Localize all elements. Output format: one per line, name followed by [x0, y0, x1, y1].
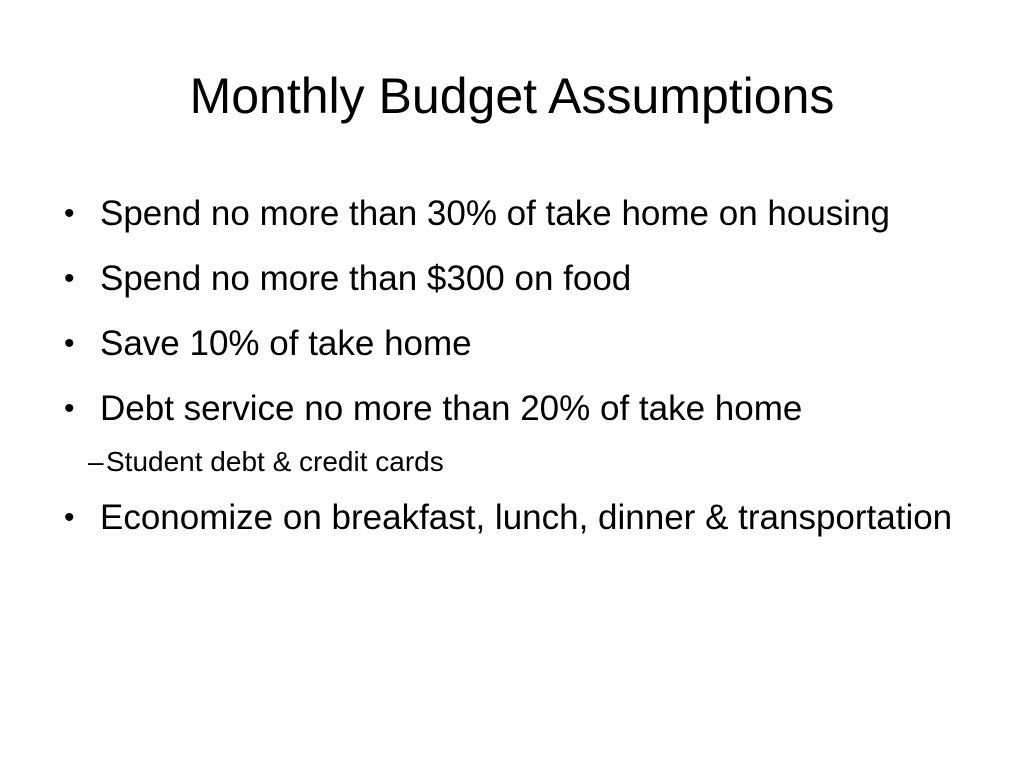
- bullet-marker: •: [64, 501, 75, 534]
- bullet-item: [60, 383, 980, 435]
- bullet-marker: •: [64, 327, 75, 360]
- sub-bullet-list: [60, 442, 980, 482]
- bullet-item: [60, 318, 980, 370]
- bullet-item: [60, 253, 980, 305]
- bullet-list: [60, 188, 980, 557]
- bullet-text: Debt service no more than 20% of take home: [100, 389, 803, 428]
- bullet-marker: •: [64, 392, 75, 425]
- bullet-item: [60, 188, 980, 240]
- sub-bullet-text: Student debt & credit cards: [106, 446, 444, 477]
- bullet-marker: •: [64, 197, 75, 230]
- bullet-marker: •: [64, 262, 75, 295]
- bullet-text: Economize on breakfast, lunch, dinner & transportation: [100, 498, 953, 537]
- bullet-item: [60, 492, 980, 544]
- bullet-text: Spend no more than 30% of take home on housing: [100, 194, 890, 233]
- slide-title: Monthly Budget Assumptions: [189, 68, 835, 124]
- bullet-text: Save 10% of take home: [100, 324, 472, 363]
- sub-bullet-marker: –: [88, 446, 104, 477]
- bullet-text: Spend no more than $300 on food: [100, 259, 632, 298]
- sub-bullet-item: [60, 442, 980, 482]
